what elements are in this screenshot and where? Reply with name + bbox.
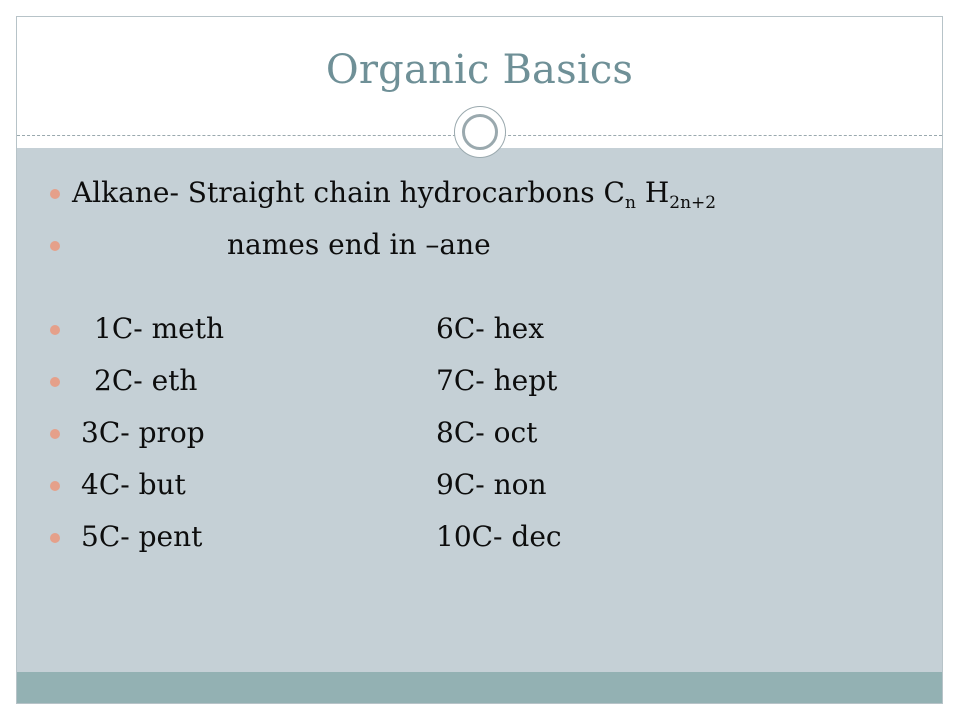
bullet-dot-icon xyxy=(50,481,60,491)
alkane-lead-text: Alkane- Straight chain hydrocarbons C xyxy=(72,176,625,209)
bullet-alkane xyxy=(17,173,942,213)
alkane-definition xyxy=(72,173,716,223)
bullet-dot-icon xyxy=(50,429,60,439)
bullet-dot-icon xyxy=(50,533,60,543)
prefix-left: 3C- prop xyxy=(81,416,205,449)
prefix-right: 10C- dec xyxy=(436,520,562,553)
prefix-left: 4C- but xyxy=(81,468,186,501)
bullet-names-end xyxy=(17,225,942,265)
subscript-2n2: 2n+2 xyxy=(669,193,717,213)
prefix-left: 1C- meth xyxy=(94,312,225,345)
slide xyxy=(16,16,943,704)
hydrogen-text: H xyxy=(635,176,670,209)
prefix-right: 7C- hept xyxy=(436,364,558,397)
footer-bar xyxy=(17,672,942,704)
slide-title: Organic Basics xyxy=(325,47,634,93)
names-end-text: names end in –ane xyxy=(227,228,491,261)
prefix-left: 2C- eth xyxy=(94,364,198,397)
list-item xyxy=(17,465,942,505)
list-item xyxy=(17,309,942,349)
circle-ornament-icon xyxy=(454,106,506,158)
inner-ring-icon xyxy=(462,114,498,150)
list-item xyxy=(17,517,942,557)
bullet-dot-icon xyxy=(50,189,60,199)
bullet-dot-icon xyxy=(50,377,60,387)
prefix-right: 6C- hex xyxy=(436,312,544,345)
subscript-n: n xyxy=(624,193,636,213)
prefix-right: 8C- oct xyxy=(436,416,538,449)
list-item xyxy=(17,361,942,401)
bullet-dot-icon xyxy=(50,241,60,251)
bullet-dot-icon xyxy=(50,325,60,335)
prefix-right: 9C- non xyxy=(436,468,547,501)
prefix-left: 5C- pent xyxy=(81,520,203,553)
list-item xyxy=(17,413,942,453)
